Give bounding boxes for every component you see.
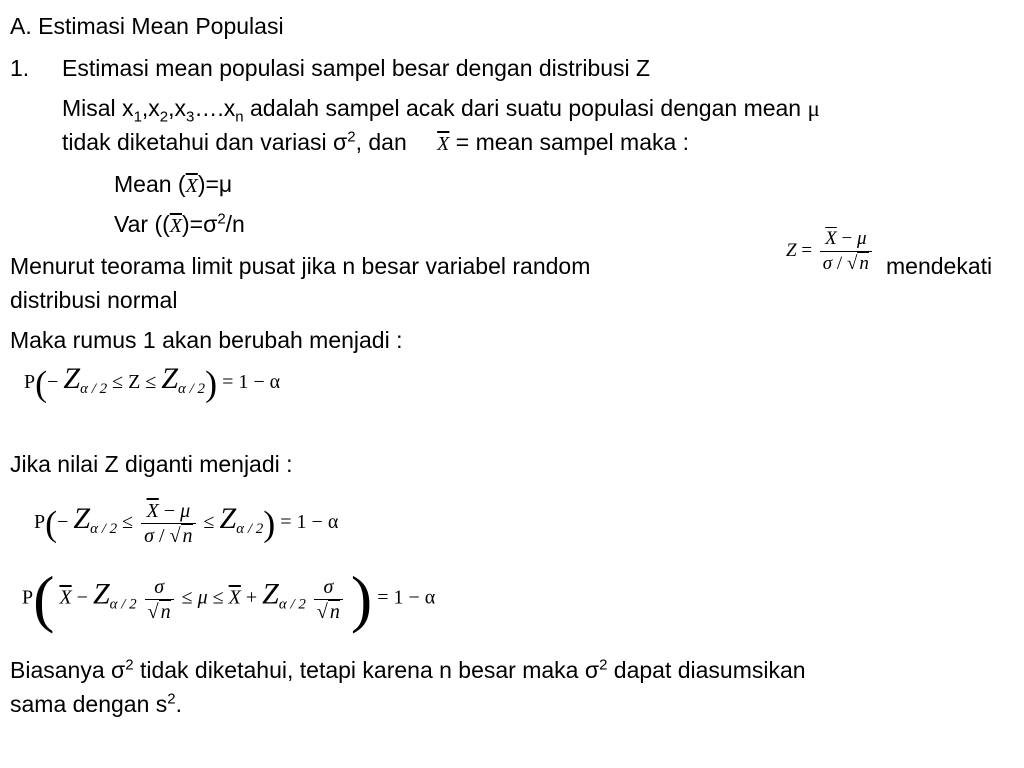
equation-3: P( $\overline{X} - Z_{\alpha / 2}$ $\frac{\sigma}{√ n}$ ≤ $\mu \le \overline{X} + Z_{\alpha / 2}$ $\frac{\sigma}{√ n}$ ) = 1 − α [22, 563, 436, 634]
item-text: Estimasi mean populasi sampel besar dengan distribusi Z [62, 55, 651, 81]
jika-line: Jika nilai Z diganti menjadi : [10, 451, 293, 477]
teorama-line-2: distribusi normal [10, 287, 178, 313]
misal-line-2: tidak diketahui dan variasi $\sigma^2$, dan $\overline{X}$ = mean sampel maka : [62, 128, 690, 155]
closing-line-1: Biasanya $\sigma^2$ tidak diketahui, tetapi karena n besar maka $\sigma^2$ dapat diasumsikan [10, 656, 806, 683]
mean-line: Mean $(\overline{X})=\mu$ [114, 171, 233, 197]
item-number: 1. [10, 55, 30, 81]
z-formula: Z = $\frac{\overline{X} - \mu}{\sigma / √ n}$ [786, 228, 875, 275]
equation-1: $P(- Z_{\alpha / 2} \le Z \le Z_{\alpha / 2}) = 1 - \alpha$ [24, 362, 281, 404]
closing-line-2: sama dengan $s^2$. [10, 690, 183, 717]
teorama-line-1-end: mendekati [886, 253, 993, 279]
section-heading: A. Estimasi Mean Populasi [10, 13, 284, 39]
rumus-intro: Maka rumus 1 akan berubah menjadi : [10, 327, 403, 353]
misal-line-1: Misal $x_1,x_2,x_3\dots.x_n$ adalah sampel acak dari suatu populasi dengan mean μ [62, 95, 820, 126]
var-line: Var ($(\overline{X})=\sigma^2/n$ [114, 210, 245, 237]
equation-2: $P(- Z_{\alpha / 2}$ ≤ $\frac{\overline{X} - \mu}{\sigma / √ n}$ ≤ $Z_{\alpha / 2}) = 1 - \alpha$ [34, 500, 339, 547]
x-bar-symbol: $\overline{X}$ [437, 133, 450, 155]
teorama-line-1: Menurut teorama limit pusat jika n besar variabel random [10, 253, 591, 279]
